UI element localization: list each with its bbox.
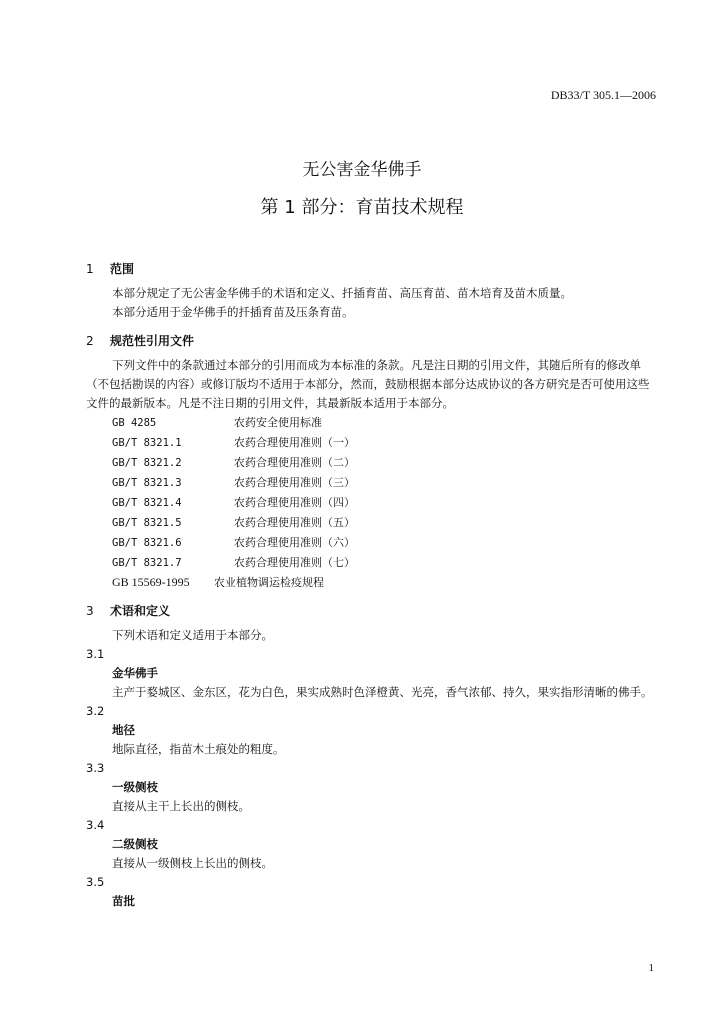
reference-title: 农药合理使用准则（六）: [234, 536, 355, 549]
term-definition: 直接从主干上长出的侧枝。: [112, 799, 250, 813]
term-number: 3.2: [86, 704, 105, 718]
reference-item: [86, 513, 658, 533]
term-entry: [86, 873, 658, 911]
term-name: 苗批: [112, 894, 135, 908]
term-entry: [86, 816, 658, 873]
reference-code: GB 15569-1995: [112, 575, 190, 589]
reference-item: [86, 573, 658, 592]
term-number: 3.4: [86, 818, 105, 832]
section-title: 范围: [110, 262, 135, 276]
reference-code: GB/T 8321.7: [112, 557, 182, 569]
reference-item: [86, 553, 658, 573]
section-number: 2: [86, 334, 94, 348]
section-title: 规范性引用文件: [110, 334, 195, 348]
paragraph: 本部分规定了无公害金华佛手的术语和定义、扦插育苗、高压育苗、苗木培育及苗木质量。: [112, 286, 572, 300]
term-definition: 主产于婺城区、金东区，花为白色，果实成熟时色泽橙黄、光亮，香气浓郁、持久，果实指形清晰的佛手。: [112, 685, 653, 699]
reference-item: [86, 433, 658, 453]
term-entry: [86, 759, 658, 816]
reference-code: GB/T 8321.6: [112, 537, 182, 549]
reference-title: 农药合理使用准则（二）: [234, 456, 355, 469]
reference-item: [86, 473, 658, 493]
reference-code: GB/T 8321.2: [112, 457, 182, 469]
reference-item: [86, 453, 658, 473]
reference-item: [86, 493, 658, 513]
reference-title: 农药合理使用准则（一）: [234, 436, 355, 449]
document-title: 无公害金华佛手: [302, 160, 422, 180]
reference-item: [86, 413, 658, 433]
section-number: 3: [86, 604, 94, 618]
reference-code: GB 4285: [112, 417, 157, 429]
section-number: 1: [86, 262, 94, 276]
term-number: 3.3: [86, 761, 105, 775]
term-number: 3.5: [86, 875, 105, 889]
term-number: 3.1: [86, 647, 105, 661]
reference-title: 农药合理使用准则（五）: [234, 516, 355, 529]
section-heading-references: [86, 332, 658, 350]
reference-code: GB/T 8321.5: [112, 517, 182, 529]
paragraph: 下列文件中的条款通过本部分的引用而成为本标准的条款。凡是注日期的引用文件，其随后所有的修改单（不包括勘误的内容）或修订版均不适用于本部分，然而，鼓励根据本部分达成协议的各方研究是否可使用这些文件的最新版本。凡是不注日期的引用文件，其最新版本适用于本部分。: [86, 358, 650, 410]
term-name: 金华佛手: [112, 666, 158, 680]
term-definition: 地际直径，指苗木土痕处的粗度。: [112, 742, 285, 756]
document-body: [86, 260, 658, 911]
page-number: 1: [648, 962, 654, 974]
reference-title: 农药合理使用准则（三）: [234, 476, 355, 489]
term-name: 二级侧枝: [112, 837, 158, 851]
reference-code: GB/T 8321.4: [112, 497, 182, 509]
paragraph: 下列术语和定义适用于本部分。: [112, 628, 273, 642]
reference-title: 农药合理使用准则（四）: [234, 496, 355, 509]
standard-code: DB33/T 305.1—2006: [550, 88, 656, 102]
section-heading-terms: [86, 602, 658, 620]
term-entry: [86, 645, 658, 702]
reference-title: 农业植物调运检疫规程: [214, 576, 324, 589]
term-entry: [86, 702, 658, 759]
reference-code: GB/T 8321.1: [112, 437, 182, 449]
reference-item: [86, 533, 658, 553]
document-subtitle: 第 1 部分：育苗技术规程: [260, 197, 464, 218]
reference-code: GB/T 8321.3: [112, 477, 182, 489]
term-name: 一级侧枝: [112, 780, 158, 794]
section-title: 术语和定义: [110, 604, 171, 618]
paragraph: 本部分适用于金华佛手的扦插育苗及压条育苗。: [112, 305, 354, 319]
reference-title: 农药安全使用标准: [234, 416, 322, 429]
reference-title: 农药合理使用准则（七）: [234, 556, 355, 569]
term-definition: 直接从一级侧枝上长出的侧枝。: [112, 856, 273, 870]
reference-list: [86, 413, 658, 592]
section-heading-scope: [86, 260, 658, 278]
term-name: 地径: [112, 723, 135, 737]
